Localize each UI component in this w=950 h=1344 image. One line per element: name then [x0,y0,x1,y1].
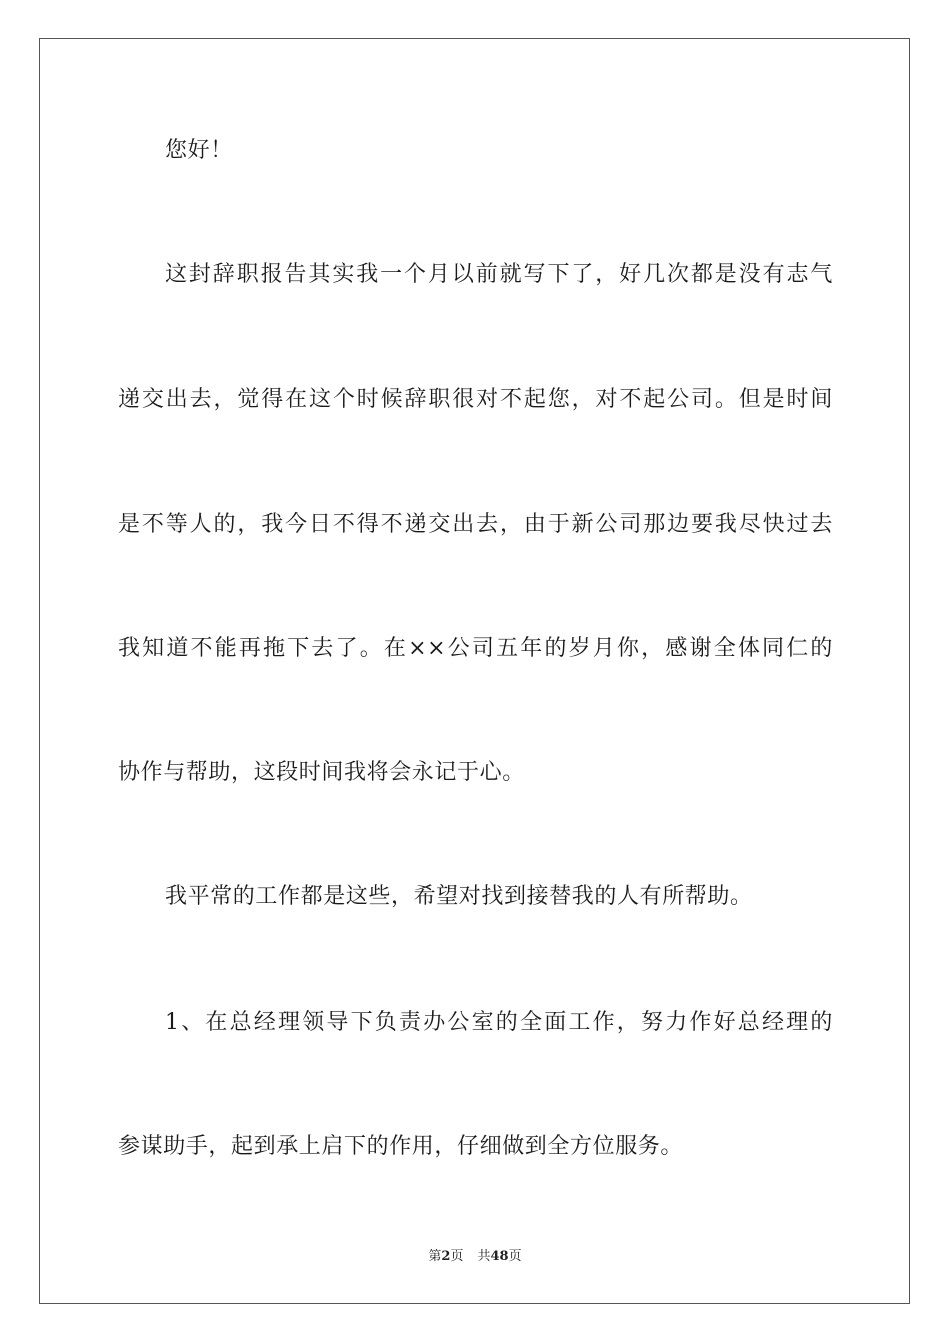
list-item-1-line-1: 1、在总经理领导下负责办公室的全面工作，努力作好总经理的 [165,1010,833,1035]
greeting-line: 您好！ [165,138,233,163]
page-suffix: 页 [450,1249,464,1264]
paragraph-1-line-3: 是不等人的，我今日不得不递交出去，由于新公司那边要我尽快过去 [118,512,833,537]
total-suffix: 页 [508,1249,522,1264]
paragraph-1-line-4: 我知道不能再拖下去了。在××公司五年的岁月你，感谢全体同仁的 [118,636,833,661]
paragraph-1-line-2: 递交出去，觉得在这个时候辞职很对不起您，对不起公司。但是时间 [118,387,833,412]
total-prefix: 共 [477,1249,491,1264]
page-prefix: 第 [428,1249,442,1264]
page-border [39,38,910,1304]
page-number: 2 [441,1249,451,1264]
page-footer [0,1248,950,1266]
paragraph-1-line-1: 这封辞职报告其实我一个月以前就写下了，好几次都是没有志气 [165,262,833,287]
paragraph-1-line-5: 协作与帮助，这段时间我将会永记于心。 [118,760,525,785]
list-item-1-line-2: 参谋助手，起到承上启下的作用，仔细做到全方位服务。 [118,1134,684,1159]
paragraph-2-line-1: 我平常的工作都是这些，希望对找到接替我的人有所帮助。 [165,884,753,909]
total-pages: 48 [490,1249,509,1264]
